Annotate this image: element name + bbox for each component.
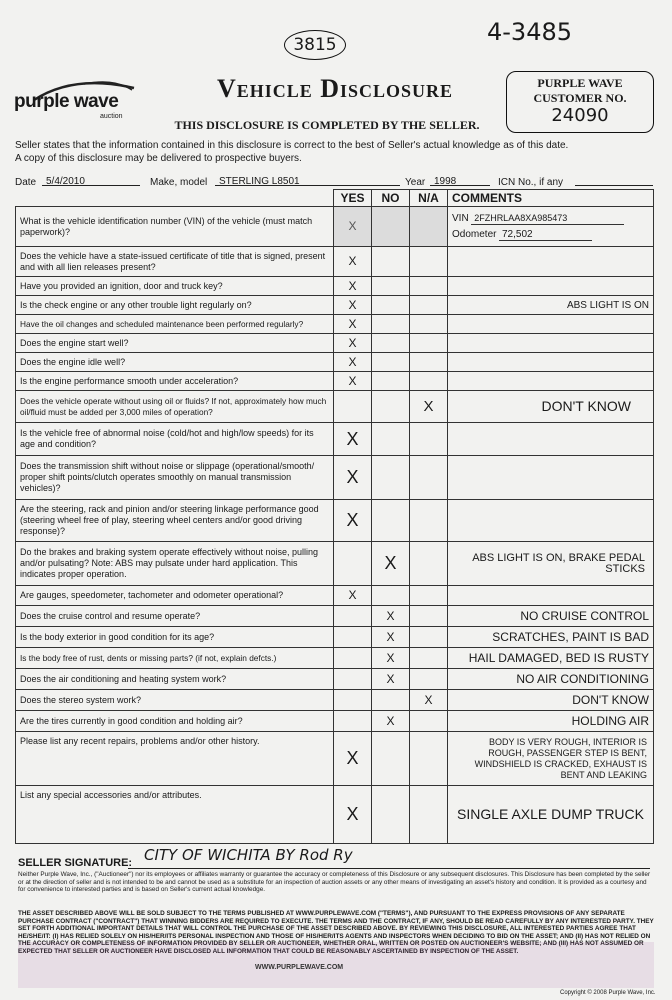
na-cell: X: [410, 690, 448, 711]
na-cell: [410, 648, 448, 669]
na-cell: [410, 296, 448, 315]
question-cell: Is the engine performance smooth under acceleration?: [16, 372, 334, 391]
question-cell: Does the stereo system work?: [16, 690, 334, 711]
intro-line-2: A copy of this disclosure may be delivered to prospective buyers.: [15, 153, 302, 164]
customer-number-value: 24090: [551, 105, 609, 126]
table-row: [16, 391, 654, 423]
no-cell: [372, 247, 410, 277]
yes-cell: X: [334, 732, 372, 786]
yes-cell: X: [334, 296, 372, 315]
date-label: Date: [15, 177, 37, 188]
copyright-text: Copyright © 2008 Purple Wave, Inc.: [560, 990, 656, 996]
table-row: [16, 606, 654, 627]
no-cell: [372, 500, 410, 542]
year-value: 1998: [434, 176, 457, 187]
na-cell: [410, 542, 448, 586]
no-cell: [372, 277, 410, 296]
icn-field: [575, 171, 653, 186]
yes-cell: X: [334, 786, 372, 844]
yes-cell: [334, 542, 372, 586]
customer-number-box: [506, 71, 654, 133]
table-row: [16, 542, 654, 586]
no-cell: [372, 353, 410, 372]
yes-cell: X: [334, 334, 372, 353]
no-cell: [372, 207, 410, 247]
question-cell: Does the vehicle have a state-issued certificate of title that is signed, present and with all lien releases present?: [16, 247, 334, 277]
comment-cell: [448, 353, 654, 372]
question-cell: Is the check engine or any other trouble light regularly on?: [16, 296, 334, 315]
yes-cell: X: [334, 456, 372, 500]
table-row: [16, 277, 654, 296]
question-cell: List any special accessories and/or attributes.: [16, 786, 334, 844]
date-field: [42, 171, 140, 186]
na-cell: [410, 372, 448, 391]
table-row: [16, 690, 654, 711]
table-row: [16, 456, 654, 500]
comment-cell: DON'T KNOW: [448, 690, 654, 711]
na-cell: [410, 500, 448, 542]
na-cell: [410, 711, 448, 732]
no-cell: [372, 391, 410, 423]
table-row: [16, 334, 654, 353]
na-cell: [410, 627, 448, 648]
na-cell: [410, 669, 448, 690]
question-cell: Does the transmission shift without noise or slippage (operational/smooth/ proper shift points/clutch operates smoothly on manual transmission vehicles)?: [16, 456, 334, 500]
question-cell: Are gauges, speedometer, tachometer and odometer operational?: [16, 586, 334, 606]
comment-cell: NO CRUISE CONTROL: [448, 606, 654, 627]
table-row: [16, 353, 654, 372]
customer-label-2: CUSTOMER NO.: [533, 91, 627, 105]
no-cell: [372, 690, 410, 711]
na-cell: [410, 786, 448, 844]
odometer-value: 72,502: [499, 229, 592, 241]
no-header: NO: [372, 190, 410, 207]
no-cell: X: [372, 542, 410, 586]
icn-label: ICN No., if any: [498, 177, 564, 188]
question-cell: Does the air conditioning and heating system work?: [16, 669, 334, 690]
disclaimer-paragraph: Neither Purple Wave, Inc., ("Auctioneer") nor its employees or affiliates warranty or guarantee the accuracy or completeness of this Disclosure or any subsequent disclosures. This Disclosure has been completed by the seller or at the direction of seller and is not intended to be and cannot be used as a substitute for an inspection of auction assets or any other means of investigating an asset's history and condition. It is provided as a courtesy and for convenience to interested parties and is based on Seller's current actual knowledge.: [18, 871, 651, 894]
question-cell: Are the steering, rack and pinion and/or steering linkage performance good (steering wheel free of play, steering wheel centers and/or good driving response)?: [16, 500, 334, 542]
yes-cell: X: [334, 423, 372, 456]
make-label: Make, model: [150, 177, 208, 188]
no-cell: [372, 372, 410, 391]
odometer-label: Odometer: [452, 228, 497, 240]
comment-cell: [448, 315, 654, 334]
seller-signature-label: SELLER SIGNATURE:: [18, 857, 133, 869]
no-cell: X: [372, 606, 410, 627]
na-cell: [410, 207, 448, 247]
table-row: [16, 423, 654, 456]
comment-cell: DON'T KNOW: [448, 391, 654, 423]
table-row: [16, 786, 654, 844]
seller-signature-value: CITY OF WICHITA BY Rod Ry: [144, 846, 353, 864]
na-cell: [410, 315, 448, 334]
yes-header: YES: [334, 190, 372, 207]
comment-cell: [448, 334, 654, 353]
comment-cell: [448, 586, 654, 606]
no-cell: [372, 456, 410, 500]
purple-wave-logo: [14, 78, 164, 128]
question-cell: Are the tires currently in good condition and holding air?: [16, 711, 334, 732]
yes-cell: X: [334, 247, 372, 277]
question-cell: Have the oil changes and scheduled maintenance been performed regularly?: [16, 315, 334, 334]
yes-cell: X: [334, 315, 372, 334]
disclosure-table: [15, 189, 654, 844]
comment-cell: [448, 423, 654, 456]
comment-cell: HOLDING AIR: [448, 711, 654, 732]
page-subtitle: THIS DISCLOSURE IS COMPLETED BY THE SELLER.: [174, 118, 480, 132]
na-cell: X: [410, 391, 448, 423]
website-stamp: WWW.PURPLEWAVE.COM: [255, 964, 344, 971]
no-cell: [372, 786, 410, 844]
yes-cell: [334, 648, 372, 669]
year-field: [430, 171, 490, 186]
comment-cell: HAIL DAMAGED, BED IS RUSTY: [448, 648, 654, 669]
comment-cell: [448, 500, 654, 542]
yes-cell: [334, 391, 372, 423]
question-cell: Does the engine idle well?: [16, 353, 334, 372]
comment-cell: SCRATCHES, PAINT IS BAD: [448, 627, 654, 648]
no-cell: X: [372, 669, 410, 690]
yes-cell: [334, 690, 372, 711]
vin-label: VIN: [452, 212, 469, 224]
na-cell: [410, 456, 448, 500]
question-cell: Is the body exterior in good condition for its age?: [16, 627, 334, 648]
comment-cell: SINGLE AXLE DUMP TRUCK: [448, 786, 654, 844]
yes-cell: [334, 627, 372, 648]
customer-label-1: PURPLE WAVE: [537, 76, 623, 90]
comment-cell: BODY IS VERY ROUGH, INTERIOR IS ROUGH, PASSENGER STEP IS BENT, WINDSHIELD IS CRACKED, EXHAUST IS BENT AND LEAKING: [448, 732, 654, 786]
table-row: [16, 207, 654, 247]
no-cell: [372, 423, 410, 456]
date-value: 5/4/2010: [46, 176, 85, 187]
no-cell: [372, 315, 410, 334]
question-cell: Is the vehicle free of abnormal noise (cold/hot and high/low speeds) for its age and condition?: [16, 423, 334, 456]
na-cell: [410, 606, 448, 627]
yes-cell: X: [334, 353, 372, 372]
circled-lot-number: 3815: [284, 30, 346, 60]
question-header: [16, 190, 334, 207]
comment-cell: ABS LIGHT IS ON, BRAKE PEDAL STICKS: [448, 542, 654, 586]
question-cell: Does the vehicle operate without using oil or fluids? If not, approximately how much oil/fluid must be added per 3,000 miles of operation?: [16, 391, 334, 423]
question-cell: Does the cruise control and resume operate?: [16, 606, 334, 627]
yes-cell: X: [334, 372, 372, 391]
seller-signature-line: [128, 846, 650, 869]
yes-cell: X: [334, 500, 372, 542]
yes-cell: X: [334, 207, 372, 247]
table-row: [16, 296, 654, 315]
intro-line-1: Seller states that the information contained in this disclosure is correct to the best of Seller's actual knowledge as of this date.: [15, 140, 569, 151]
comments-header: COMMENTS: [448, 190, 654, 207]
na-cell: [410, 334, 448, 353]
question-cell: Have you provided an ignition, door and truck key?: [16, 277, 334, 296]
logo-wordmark: purple wave: [14, 91, 119, 112]
vin-line: [452, 213, 649, 225]
no-cell: [372, 586, 410, 606]
table-row: [16, 372, 654, 391]
no-cell: [372, 732, 410, 786]
table-row: [16, 315, 654, 334]
odometer-line: [452, 229, 649, 241]
na-cell: [410, 423, 448, 456]
na-cell: [410, 277, 448, 296]
comment-cell: ABS LIGHT IS ON: [448, 296, 654, 315]
table-row: [16, 711, 654, 732]
year-label: Year: [405, 177, 426, 188]
yes-cell: [334, 669, 372, 690]
question-cell: Do the brakes and braking system operate effectively without noise, pulling and/or pulsating? Note: ABS may pulsate under hard application. This indicates proper operation.: [16, 542, 334, 586]
handwritten-reference: 4-3485: [487, 18, 573, 46]
table-row: [16, 627, 654, 648]
table-row: [16, 669, 654, 690]
no-cell: X: [372, 627, 410, 648]
yes-cell: [334, 711, 372, 732]
terms-paragraph: THE ASSET DESCRIBED ABOVE WILL BE SOLD SUBJECT TO THE TERMS PUBLISHED AT WWW.PURPLEWAVE.COM ("TERMS"), AND PURSUANT TO THE EXPRESS PROVISIONS OF ANY SEPARATE PURCHASE CONTRACT ("CONTRACT") THAT WINNING BIDDERS ARE REQUIRED TO EXECUTE. THE TERMS AND THE CONTRACT, IF ANY, SHOULD BE READ CAREFULLY BY ANY INTERESTED PARTY. THEY SET FORTH ADDITIONAL IMPORTANT DETAILS THAT WILL CONTROL THE PURCHASE OF THE ASSET DESCRIBED ABOVE. BY REVIEWING THIS DISCLOSURE, ALL INTERESTED PARTIES AGREE THAT HE/SHE/IT: (I) HAS RELIED SOLELY ON HIS/HER/ITS PERSONAL INSPECTION AND THOSE OF HIS/HER/ITS AGENTS AND INSPECTORS WHEN DECIDING TO BID ON THE ASSET; AND (II) HAS NOT RELIED ON THE ACCURACY OR COMPLETENESS OF INFORMATION PROVIDED BY SELLER OR AUCTIONEER, WHETHER ORAL, WRITTEN OR POSTED ON AUCTIONEER'S WEBSITE; AND (III) HAS NOT ASSUMED OR EXPECTED THAT SELLER OR AUCTIONEER HAVE DISCLOSED ALL INFORMATION THAT COULD BE REASONABLY ASCERTAINED BY INSPECTION OF THE ASSET.: [18, 910, 654, 955]
question-cell: Does the engine start well?: [16, 334, 334, 353]
no-cell: X: [372, 648, 410, 669]
table-header-row: [16, 190, 654, 207]
table-row: [16, 648, 654, 669]
comment-cell: [448, 372, 654, 391]
no-cell: X: [372, 711, 410, 732]
yes-cell: X: [334, 277, 372, 296]
na-cell: [410, 586, 448, 606]
table-row: [16, 247, 654, 277]
comment-cell: [448, 456, 654, 500]
question-cell: Is the body free of rust, dents or missing parts? (if not, explain defcts.): [16, 648, 334, 669]
table-row: [16, 500, 654, 542]
no-cell: [372, 296, 410, 315]
comment-cell: NO AIR CONDITIONING: [448, 669, 654, 690]
table-row: [16, 586, 654, 606]
comment-cell: [448, 247, 654, 277]
make-value: STERLING L8501: [219, 176, 300, 187]
question-cell: Please list any recent repairs, problems and/or other history.: [16, 732, 334, 786]
no-cell: [372, 334, 410, 353]
na-header: N/A: [410, 190, 448, 207]
na-cell: [410, 353, 448, 372]
na-cell: [410, 247, 448, 277]
question-cell: What is the vehicle identification number (VIN) of the vehicle (must match paperwork)?: [16, 207, 334, 247]
logo-subtext: auction: [100, 113, 123, 120]
na-cell: [410, 732, 448, 786]
make-field: [215, 171, 400, 186]
comment-cell: [448, 277, 654, 296]
vin-odometer-cell: [448, 207, 654, 247]
yes-cell: X: [334, 586, 372, 606]
table-row: [16, 732, 654, 786]
vin-value: 2FZHRLAA8XA985473: [471, 213, 624, 225]
page-title: Vehicle Disclosure: [216, 74, 454, 103]
yes-cell: [334, 606, 372, 627]
